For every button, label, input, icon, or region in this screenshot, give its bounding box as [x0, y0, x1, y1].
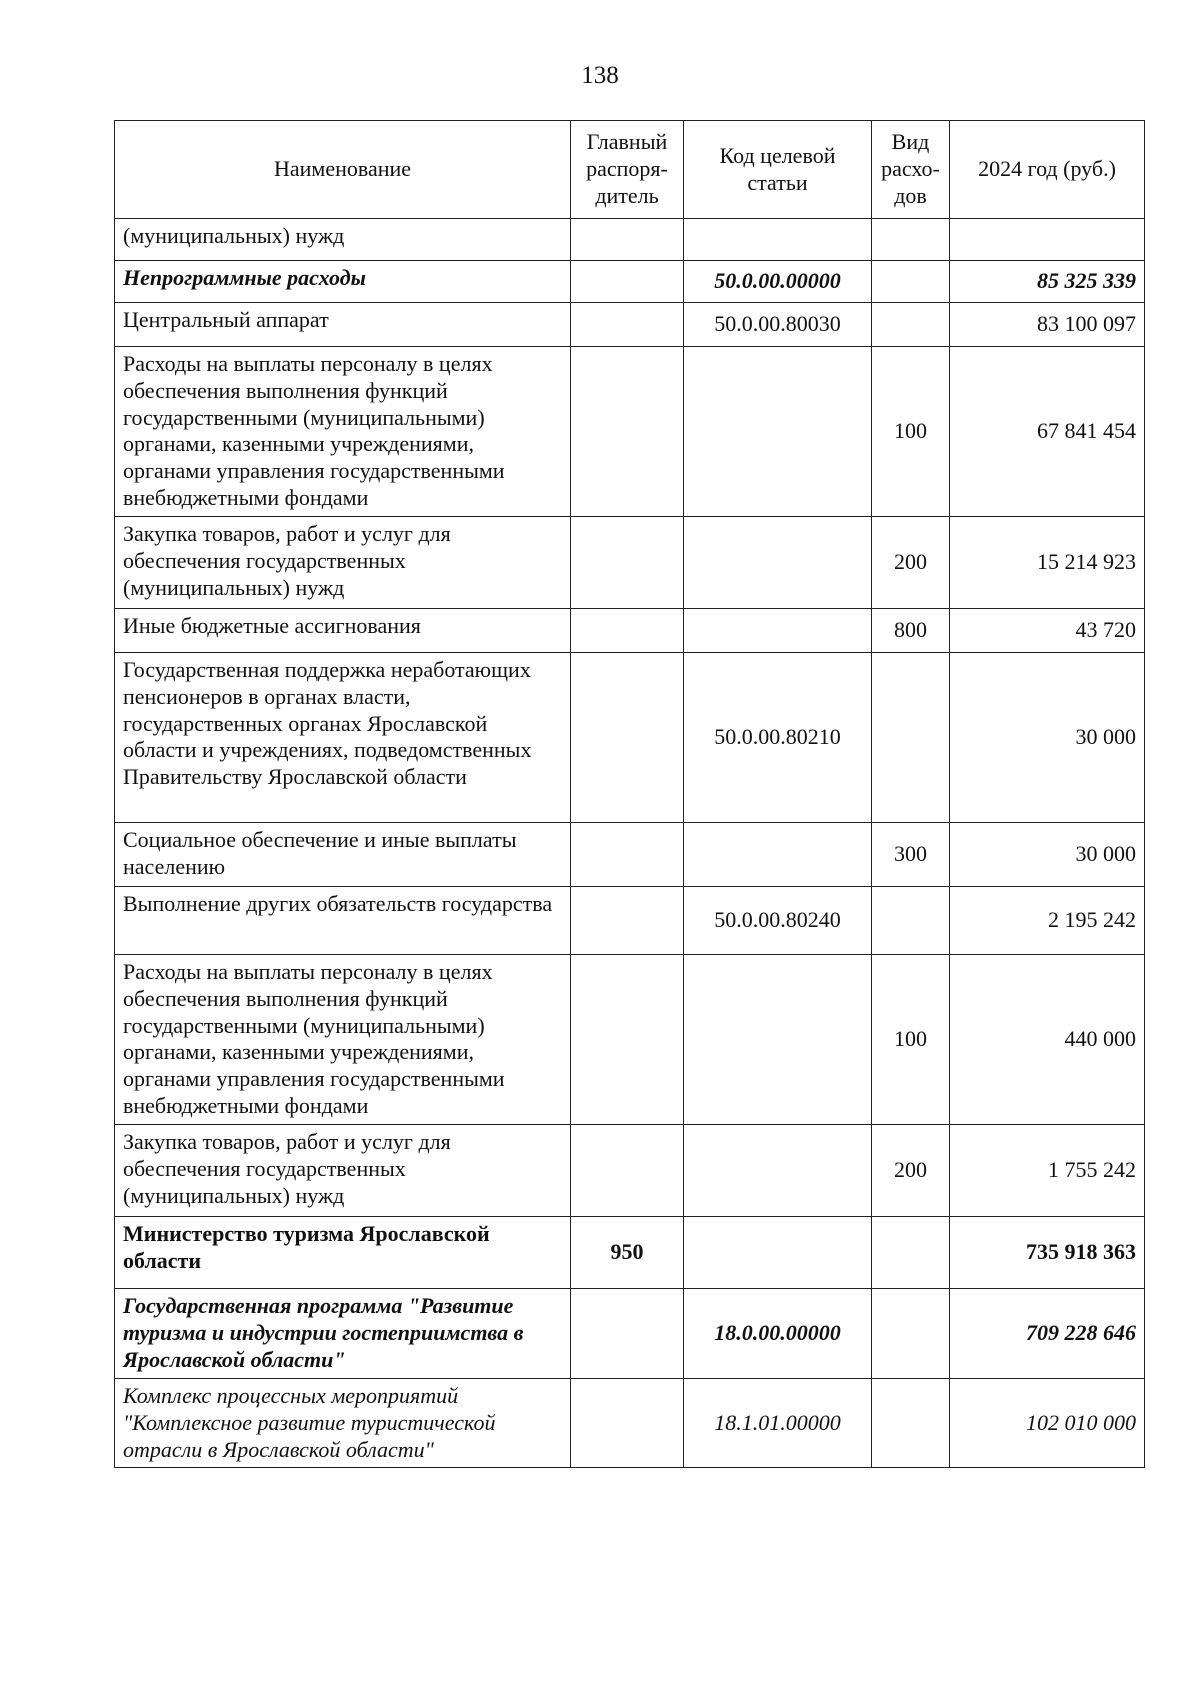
row-expense-type-cell: 100 [872, 347, 950, 517]
row-main-manager-cell [571, 608, 684, 652]
row-amount-cell: 735 918 363 [950, 1216, 1145, 1288]
row-name-cell: Непрограммные расходы [115, 261, 571, 303]
row-name-cell: Расходы на выплаты персоналу в целях обеспечения выполнения функций государственными (муниципальными) органами, казенными учреждениями, органами управления государственными внебюджетными фондами [115, 347, 571, 517]
row-expense-type-cell [872, 886, 950, 954]
row-expense-type-cell: 100 [872, 954, 950, 1124]
row-target-code-cell [684, 347, 872, 517]
row-main-manager-cell [571, 954, 684, 1124]
row-target-code-cell [684, 608, 872, 652]
row-name-cell: Расходы на выплаты персоналу в целях обеспечения выполнения функций государственными (муниципальными) органами, казенными учреждениями, органами управления государственными внебюджетными фондами [115, 954, 571, 1124]
row-main-manager-cell [571, 886, 684, 954]
row-expense-type-cell [872, 1378, 950, 1467]
row-name-cell: Закупка товаров, работ и услуг для обеспечения государственных (муниципальных) нужд [115, 1124, 571, 1216]
page-number: 138 [581, 62, 619, 89]
row-amount-cell: 440 000 [950, 954, 1145, 1124]
row-target-code-cell [684, 219, 872, 261]
row-main-manager-cell [571, 516, 684, 608]
row-amount-cell: 85 325 339 [950, 261, 1145, 303]
row-amount-cell: 1 755 242 [950, 1124, 1145, 1216]
row-amount-cell: 30 000 [950, 652, 1145, 822]
row-main-manager-cell [571, 219, 684, 261]
row-amount-cell: 67 841 454 [950, 347, 1145, 517]
header-year-2024: 2024 год (руб.) [950, 121, 1145, 219]
table-row [115, 219, 1145, 261]
table-row [115, 822, 1145, 886]
header-target-code: Код целевой статьи [684, 121, 872, 219]
row-amount-cell: 2 195 242 [950, 886, 1145, 954]
row-amount-cell: 83 100 097 [950, 303, 1145, 347]
row-expense-type-cell: 800 [872, 608, 950, 652]
row-amount-cell: 102 010 000 [950, 1378, 1145, 1467]
row-amount-cell [950, 219, 1145, 261]
table-row [115, 303, 1145, 347]
row-target-code-cell [684, 822, 872, 886]
row-amount-cell: 30 000 [950, 822, 1145, 886]
table-row [115, 347, 1145, 517]
row-amount-cell: 709 228 646 [950, 1288, 1145, 1378]
table-header-row [115, 121, 1145, 219]
table-row [115, 886, 1145, 954]
table-row [115, 261, 1145, 303]
row-expense-type-cell: 300 [872, 822, 950, 886]
row-amount-cell: 15 214 923 [950, 516, 1145, 608]
row-target-code-cell [684, 1124, 872, 1216]
table-row [115, 1378, 1145, 1467]
row-name-cell: Министерство туризма Ярославской области [115, 1216, 571, 1288]
table-row [115, 954, 1145, 1124]
row-expense-type-cell: 200 [872, 516, 950, 608]
table-row [115, 608, 1145, 652]
row-name-cell: Иные бюджетные ассигнования [115, 608, 571, 652]
row-expense-type-cell [872, 1216, 950, 1288]
row-name-cell: (муниципальных) нужд [115, 219, 571, 261]
table-row [115, 1288, 1145, 1378]
row-main-manager-cell [571, 261, 684, 303]
row-expense-type-cell [872, 219, 950, 261]
row-expense-type-cell [872, 303, 950, 347]
row-main-manager-cell [571, 652, 684, 822]
budget-table [114, 120, 1145, 1468]
table-row [115, 1216, 1145, 1288]
row-target-code-cell: 18.0.00.00000 [684, 1288, 872, 1378]
row-main-manager-cell: 950 [571, 1216, 684, 1288]
row-target-code-cell: 50.0.00.80210 [684, 652, 872, 822]
table-body [115, 219, 1145, 1468]
row-target-code-cell [684, 1216, 872, 1288]
table-row [115, 1124, 1145, 1216]
row-name-cell: Центральный аппарат [115, 303, 571, 347]
row-expense-type-cell: 200 [872, 1124, 950, 1216]
header-main-manager: Главный распоря-дитель [571, 121, 684, 219]
row-target-code-cell: 50.0.00.80030 [684, 303, 872, 347]
row-main-manager-cell [571, 1124, 684, 1216]
row-target-code-cell: 50.0.00.00000 [684, 261, 872, 303]
row-name-cell: Выполнение других обязательств государства [115, 886, 571, 954]
header-expense-type: Вид расхо-дов [872, 121, 950, 219]
header-name: Наименование [115, 121, 571, 219]
row-amount-cell: 43 720 [950, 608, 1145, 652]
row-target-code-cell: 18.1.01.00000 [684, 1378, 872, 1467]
row-main-manager-cell [571, 303, 684, 347]
row-expense-type-cell [872, 261, 950, 303]
table-row [115, 652, 1145, 822]
row-expense-type-cell [872, 652, 950, 822]
row-target-code-cell: 50.0.00.80240 [684, 886, 872, 954]
row-main-manager-cell [571, 822, 684, 886]
row-name-cell: Государственная поддержка неработающих пенсионеров в органах власти, государственных органах Ярославской области и учреждениях, подведомственных Правительству Ярославской области [115, 652, 571, 822]
table-row [115, 516, 1145, 608]
row-name-cell: Закупка товаров, работ и услуг для обеспечения государственных (муниципальных) нужд [115, 516, 571, 608]
row-main-manager-cell [571, 347, 684, 517]
row-target-code-cell [684, 954, 872, 1124]
row-main-manager-cell [571, 1378, 684, 1467]
row-main-manager-cell [571, 1288, 684, 1378]
row-name-cell: Социальное обеспечение и иные выплаты населению [115, 822, 571, 886]
row-name-cell: Комплекс процессных мероприятий "Комплексное развитие туристической отрасли в Ярославской области" [115, 1378, 571, 1467]
row-name-cell: Государственная программа "Развитие туризма и индустрии гостеприимства в Ярославской области" [115, 1288, 571, 1378]
row-expense-type-cell [872, 1288, 950, 1378]
row-target-code-cell [684, 516, 872, 608]
